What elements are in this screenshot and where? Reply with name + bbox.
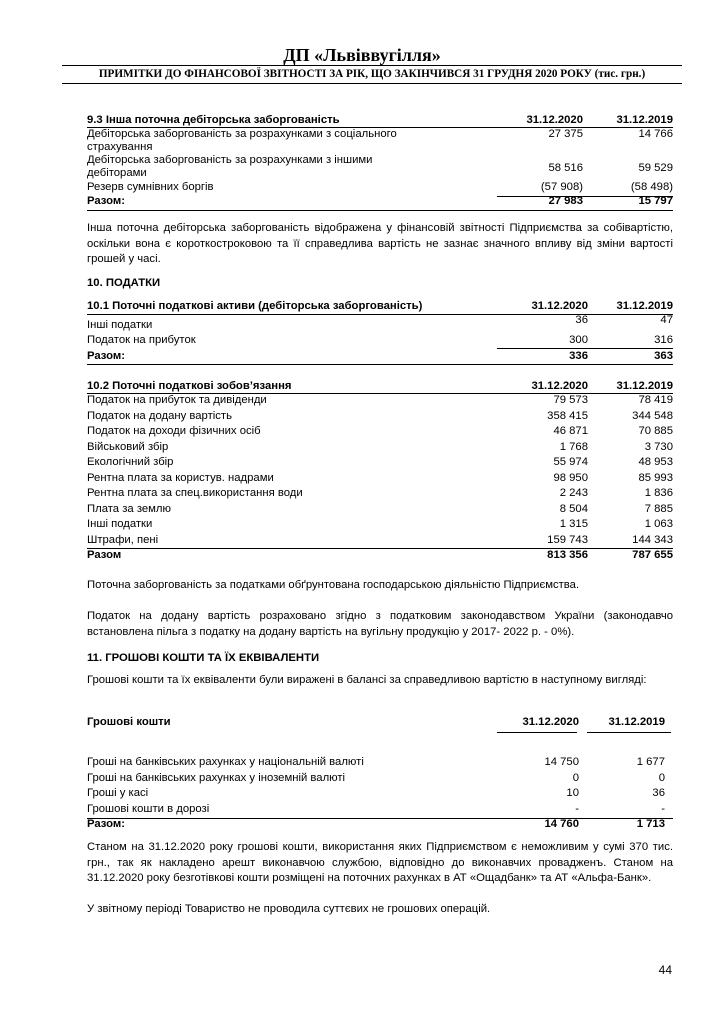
row-label: Інші податки xyxy=(87,518,153,530)
row-value-2019: (58 498) xyxy=(630,181,673,193)
row-value-2020: 58 516 xyxy=(548,162,583,174)
table-row xyxy=(87,154,673,181)
row-value-2020: 1 315 xyxy=(559,518,588,530)
table-cash xyxy=(87,716,673,832)
column-header-2020: 31.12.2020 xyxy=(522,716,579,728)
total-label: Разом: xyxy=(87,350,126,362)
total-label: Разом: xyxy=(87,818,126,830)
table-header-row xyxy=(87,114,673,128)
row-value-2020: 10 xyxy=(566,787,579,799)
table-row xyxy=(87,787,673,803)
row-value-2019: 36 xyxy=(652,787,665,799)
table-row xyxy=(87,441,673,457)
row-label: Податок на доходи фізичних осіб xyxy=(87,425,261,437)
cash-note-2: У звітному періоді Товариство не проводила суттєвих не грошових операцій. xyxy=(87,903,491,915)
row-value-2019: 85 993 xyxy=(638,471,673,484)
column-underline-2019 xyxy=(587,732,671,733)
cash-note-1: Станом на 31.12.2020 року грошові кошти, використання яких Підприємством є неможливим у сумі 370 тис. грн., так як накладено арешт виконавчою службою, відповідно до виконавчих провадженъ. Станом на 31.12.2020 року безготівкові кошти розміщені на поточних рахунках в АТ «Ощадбанк» та АТ «Альфа-Банк». xyxy=(87,841,673,884)
row-value-2020: 1 768 xyxy=(559,440,588,453)
row-label: Дебіторська заборгованість за розрахунками з соціального страхування xyxy=(87,128,397,153)
table-header-row xyxy=(87,716,673,730)
row-value-2020: 46 871 xyxy=(553,425,588,437)
row-value-2019: 1 063 xyxy=(644,518,673,530)
row-label: Резерв сумнівних боргів xyxy=(87,181,214,193)
row-value-2019: 3 730 xyxy=(644,440,673,453)
row-value-2019: 1 836 xyxy=(644,487,673,499)
row-value-2019: 344 548 xyxy=(632,409,673,422)
row-label: Рентна плата за спец.використання води xyxy=(87,487,303,499)
total-value-2019: 363 xyxy=(654,350,673,362)
row-label: Податок на прибуток xyxy=(87,334,196,346)
row-value-2020: 27 375 xyxy=(548,128,583,140)
table-row xyxy=(87,472,673,488)
table-row xyxy=(87,456,673,472)
total-value-2019: 1 713 xyxy=(636,818,665,830)
table-other-receivables xyxy=(87,114,673,209)
row-value-2019: 7 885 xyxy=(644,502,673,515)
table-header-row xyxy=(87,300,673,314)
table-row xyxy=(87,772,673,788)
total-value-2020: 813 356 xyxy=(547,549,588,561)
row-value-2020: 98 950 xyxy=(553,471,588,484)
total-row xyxy=(87,818,673,832)
row-value-2019: 316 xyxy=(654,334,673,346)
column-underline-2020 xyxy=(497,732,577,733)
row-label: Гроші на банківських рахунках у національній валюті xyxy=(87,756,364,768)
table-row xyxy=(87,181,673,195)
row-value-2020: 0 xyxy=(572,771,579,784)
row-value-2020: 14 750 xyxy=(544,756,579,768)
column-header-2020: 31.12.2020 xyxy=(531,380,588,392)
row-value-2019: 48 953 xyxy=(638,456,673,468)
row-value-2020: - xyxy=(575,802,579,815)
row-value-2019: 0 xyxy=(658,771,665,784)
table-row xyxy=(87,503,673,519)
table-heading: 10.2 Поточні податкові зобов’язання xyxy=(87,380,292,392)
row-value-2019: 1 677 xyxy=(636,756,665,768)
column-header-2019: 31.12.2019 xyxy=(616,300,673,312)
table-header-row xyxy=(87,380,673,394)
document-subtitle: ПРИМІТКИ ДО ФІНАНСОВОЇ ЗВІТНОСТІ ЗА РІК, ЩО ЗАКІНЧИВСЯ 31 ГРУДНЯ 2020 РОКУ (тис. грн.) xyxy=(98,68,646,80)
receivables-note: Інша поточна дебіторська заборгованість відображена у фінансовій звітності Підприємства за собівартістю, оскільки вона є короткостроковою та її справедлива вартість не зазнає значного впливу від зміни вартості грошей у часі. xyxy=(87,222,673,265)
row-value-2019: 144 343 xyxy=(632,533,673,546)
table-bottom-rule xyxy=(87,364,673,365)
table-row xyxy=(87,534,673,550)
total-value-2019: 787 655 xyxy=(632,549,673,561)
table-bottom-rule xyxy=(87,210,673,211)
row-value-2020: 36 xyxy=(575,314,588,326)
row-label: Штрафи, пені xyxy=(87,533,159,546)
total-row xyxy=(87,350,673,364)
table-row xyxy=(87,487,673,503)
row-label: Рентна плата за користув. надрами xyxy=(87,471,274,484)
table-row xyxy=(87,128,673,154)
row-value-2019: 78 419 xyxy=(638,394,673,406)
table-tax-liabilities xyxy=(87,380,673,563)
section-heading-cash: 11. ГРОШОВІ КОШТИ ТА ЇХ ЕКВІВАЛЕНТИ xyxy=(87,652,320,664)
table-heading: 9.3 Інша поточна дебіторська заборгованість xyxy=(87,114,340,126)
row-label: Податок на додану вартість xyxy=(87,409,232,422)
row-value-2020: (57 908) xyxy=(540,181,583,193)
section-heading-taxes: 10. ПОДАТКИ xyxy=(87,277,161,289)
row-value-2019: - xyxy=(661,802,665,815)
row-value-2019: 47 xyxy=(660,314,673,326)
column-header-2019: 31.12.2019 xyxy=(616,380,673,392)
row-label: Грошові кошти в дорозі xyxy=(87,802,210,815)
row-label: Гроші у касі xyxy=(87,787,149,799)
header-rule-bottom xyxy=(62,83,682,84)
total-label: Разом: xyxy=(87,195,126,207)
total-value-2020: 14 760 xyxy=(544,818,579,830)
table-tax-assets xyxy=(87,300,673,362)
row-value-2020: 159 743 xyxy=(547,533,588,546)
row-label: Екологічний збір xyxy=(87,456,174,468)
header-rule-top xyxy=(62,65,682,66)
row-label: Податок на прибуток та дивіденди xyxy=(87,394,267,406)
document-title: ДП «Львіввугілля» xyxy=(283,45,441,65)
row-value-2020: 79 573 xyxy=(553,394,588,406)
table-heading: Грошові кошти xyxy=(87,716,171,728)
column-header-2020: 31.12.2020 xyxy=(531,300,588,312)
table-row xyxy=(87,410,673,426)
table-row xyxy=(87,394,673,410)
row-label: Плата за землю xyxy=(87,502,171,515)
total-value-2020: 336 xyxy=(569,350,588,362)
row-value-2020: 2 243 xyxy=(559,487,588,499)
total-value-2020: 27 983 xyxy=(548,195,583,207)
row-value-2019: 59 529 xyxy=(638,162,673,174)
page-number: 44 xyxy=(658,963,672,977)
row-label: Гроші на банківських рахунках у іноземній валюті xyxy=(87,771,346,784)
total-rule xyxy=(497,348,673,349)
column-header-2020: 31.12.2020 xyxy=(526,114,583,126)
row-value-2020: 8 504 xyxy=(559,502,588,515)
total-row xyxy=(87,549,673,563)
column-header-2019: 31.12.2019 xyxy=(616,114,673,126)
table-row xyxy=(87,756,673,772)
row-value-2020: 358 415 xyxy=(547,409,588,422)
row-value-2019: 14 766 xyxy=(638,128,673,140)
cash-intro: Грошові кошти та їх еквіваленти були виражені в балансі за справедливою вартістю в наступному вигляді: xyxy=(87,674,647,686)
table-row xyxy=(87,425,673,441)
tax-note-1: Поточна заборгованість за податками обґрунтована господарською діяльністю Підприємства. xyxy=(87,579,580,591)
tax-note-2: Податок на додану вартість розраховано згідно з податковим законодавством України (законодавчо встановлена пільга з податку на додану вартість на вугільну продукцію у 2017- 2022 р. - 0%). xyxy=(87,610,673,638)
table-heading: 10.1 Поточні податкові активи (дебіторська заборгованість) xyxy=(87,300,423,312)
total-row xyxy=(87,195,673,209)
row-value-2020: 300 xyxy=(569,334,588,346)
row-value-2020: 55 974 xyxy=(553,456,588,468)
total-label: Разом xyxy=(87,549,122,561)
table-row xyxy=(87,314,673,332)
row-label: Дебіторська заборгованість за розрахунками з іншими дебіторами xyxy=(87,154,373,179)
column-header-2019: 31.12.2019 xyxy=(608,716,665,728)
table-row xyxy=(87,518,673,534)
row-label: Військовий збір xyxy=(87,440,169,453)
total-value-2019: 15 797 xyxy=(638,195,673,207)
row-value-2019: 70 885 xyxy=(638,425,673,437)
row-label: Інші податки xyxy=(87,319,153,331)
table-row xyxy=(87,803,673,819)
